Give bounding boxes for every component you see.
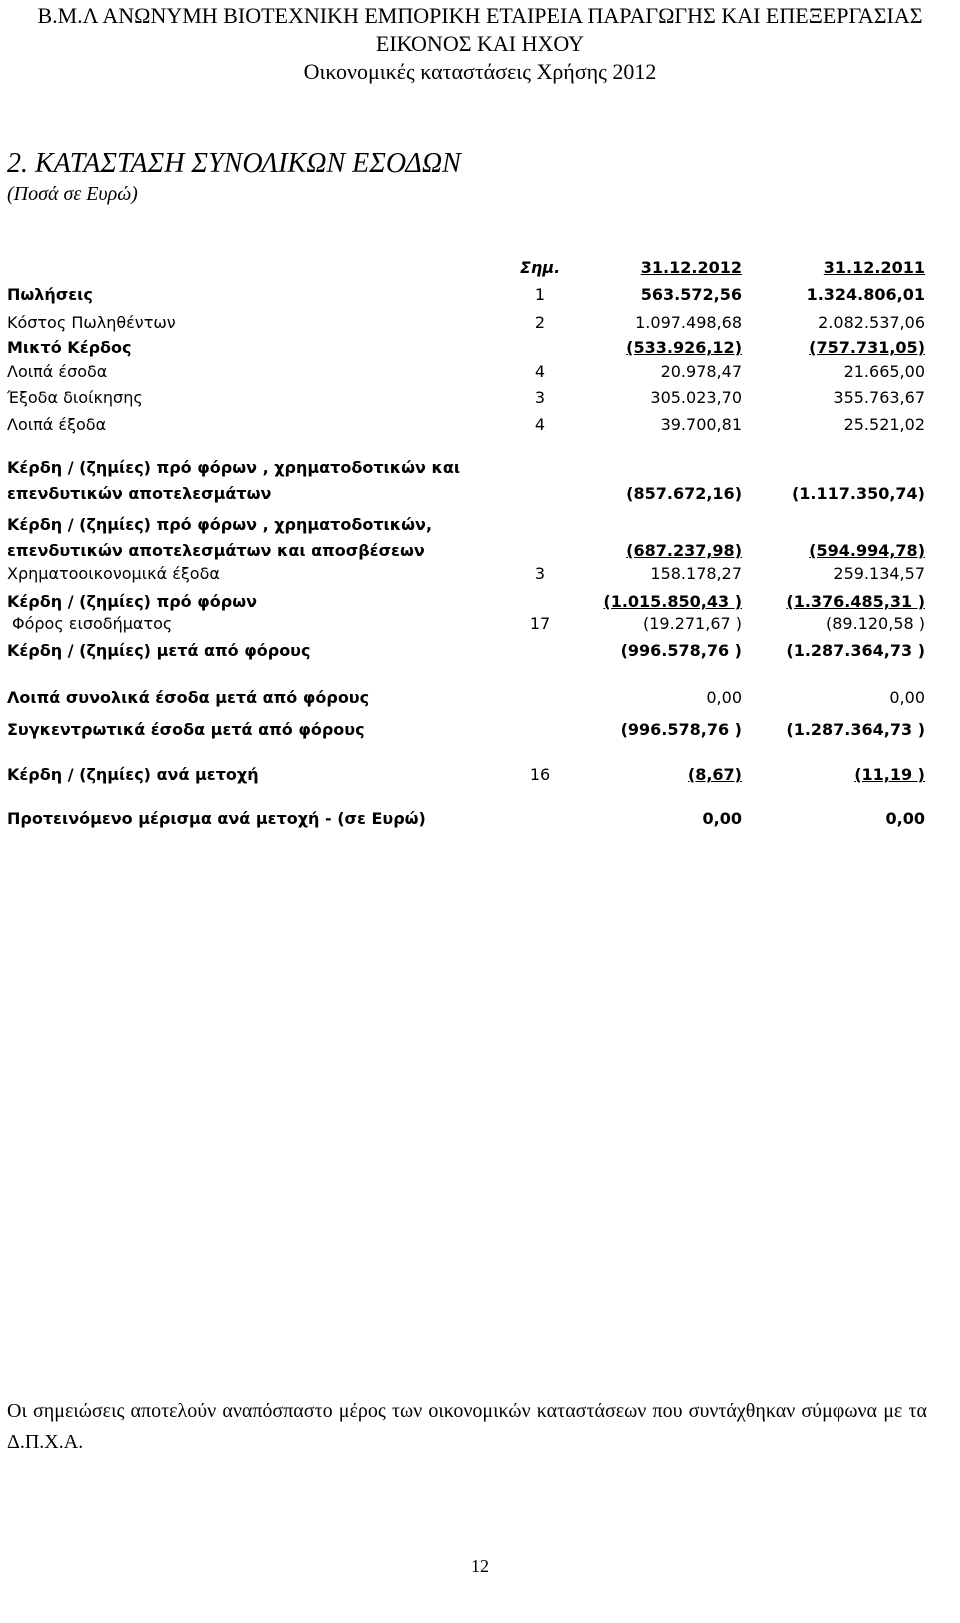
row-value-2011: 0,00 [889,688,925,707]
table-row [0,640,960,666]
company-name: Β.Μ.Λ ΑΝΩΝΥΜΗ ΒΙΟΤΕΧΝΙΚΗ ΕΜΠΟΡΙΚΗ ΕΤΑΙΡΕΙΑ ΠΑΡΑΓΩΓΗΣ ΚΑΙ ΕΠΕΞΕΡΓΑΣΙΑΣ [37,3,923,28]
row-note: 4 [534,415,546,434]
page-number: 12 [471,1556,489,1576]
row-label: Κόστος Πωληθέντων [7,313,176,332]
row-value-2011: 1.324.806,01 [806,285,925,304]
table-row [0,337,960,363]
row-value-2012: 563.572,56 [640,285,742,304]
row-value-2011: (11,19 ) [854,765,925,784]
row-value-2011: (757.731,05) [809,338,925,357]
row-value-2011: 25.521,02 [843,415,925,434]
table-row [0,414,960,440]
table-row [0,514,960,566]
note-column-header: Σημ. [520,258,561,277]
year-2011-header: 31.12.2011 [823,258,925,277]
row-label-line1: Κέρδη / (ζημίες) πρό φόρων , χρηματοδοτικών, [7,515,433,534]
row-label-line2: επενδυτικών αποτελεσμάτων [7,484,272,503]
row-value-2011: (89.120,58 ) [826,614,925,633]
row-label: Συγκεντρωτικά έσοδα μετά από φόρους [7,720,365,739]
table-row [0,361,960,387]
row-label: Λοιπά έσοδα [7,362,108,381]
row-value-2011: (1.287.364,73 ) [786,641,925,660]
row-note: 17 [529,614,551,633]
table-row [0,808,960,834]
row-label: Πωλήσεις [7,285,93,304]
row-note: 16 [529,765,551,784]
year-2012-header: 31.12.2012 [640,258,742,277]
row-label: Μικτό Κέρδος [7,338,132,357]
table-row [0,764,960,790]
row-value-2012: 39.700,81 [660,415,742,434]
row-value-2011: 355.763,67 [833,388,925,407]
row-value-2012: (533.926,12) [626,338,742,357]
row-value-2012: (1.015.850,43 ) [603,592,742,611]
row-value-2011: 2.082.537,06 [818,313,925,332]
row-value-2012: (8,67) [687,765,742,784]
row-value-2012: 305.023,70 [650,388,742,407]
row-label: Λοιπά έξοδα [7,415,107,434]
notes-statement: Οι σημειώσεις αποτελούν αναπόσπαστο μέρος των οικονομικών καταστάσεων που συντάχθηκαν σύμφωνα με τα Δ.Π.Χ.Α. [7,1400,927,1453]
row-label: Κέρδη / (ζημίες) μετά από φόρους [7,641,311,660]
row-label-line2: επενδυτικών αποτελεσμάτων και αποσβέσεων [7,541,425,560]
row-label: Κέρδη / (ζημίες) πρό φόρων [7,592,257,611]
row-value-2012: (857.672,16) [626,484,742,503]
table-row [0,563,960,589]
table-row [0,719,960,745]
row-label: Χρηματοοικονομικά έξοδα [7,564,220,583]
row-label: Λοιπά συνολικά έσοδα μετά από φόρους [7,688,370,707]
table-row [0,457,960,509]
column-header-row [0,257,960,283]
table-row [0,613,960,639]
row-value-2012: (996.578,76 ) [620,720,742,739]
row-value-2012: 0,00 [702,809,742,828]
row-value-2011: (1.117.350,74) [791,484,925,503]
row-value-2011: (1.287.364,73 ) [786,720,925,739]
row-value-2011: 259.134,57 [833,564,925,583]
table-row [0,312,960,338]
row-value-2011: (1.376.485,31 ) [786,592,925,611]
row-value-2011: 21.665,00 [843,362,925,381]
table-row [0,284,960,310]
row-value-2011: (594.994,78) [809,541,925,560]
row-value-2012: (996.578,76 ) [620,641,742,660]
row-value-2012: (687.237,98) [626,541,742,560]
row-note: 1 [534,285,546,304]
company-name-continued: ΕΙΚΟΝΟΣ ΚΑΙ ΗΧΟΥ [375,31,585,56]
document-header [0,0,960,86]
table-row [0,687,960,713]
row-value-2012: (19.271,67 ) [643,614,742,633]
row-label-line1: Κέρδη / (ζημίες) πρό φόρων , χρηματοδοτικών και [7,458,461,477]
row-label: Προτεινόμενο μέρισμα ανά μετοχή - (σε Ευρώ) [7,809,426,828]
row-value-2012: 20.978,47 [660,362,742,381]
row-note: 3 [534,564,546,583]
section-title: 2. ΚΑΤΑΣΤΑΣΗ ΣΥΝΟΛΙΚΩΝ ΕΣΟΔΩΝ [7,148,461,179]
section-subtitle: (Ποσά σε Ευρώ) [7,183,138,205]
row-value-2012: 1.097.498,68 [635,313,742,332]
row-value-2012: 0,00 [706,688,742,707]
row-value-2011: 0,00 [885,809,925,828]
row-note: 4 [534,362,546,381]
row-value-2012: 158.178,27 [650,564,742,583]
table-row [0,387,960,413]
row-label: Φόρος εισοδήματος [12,614,173,633]
row-label: Έξοδα διοίκησης [7,388,143,407]
row-note: 3 [534,388,546,407]
row-label: Κέρδη / (ζημίες) ανά μετοχή [7,765,259,784]
row-note: 2 [534,313,546,332]
report-period: Οικονομικές καταστάσεις Χρήσης 2012 [303,59,657,84]
